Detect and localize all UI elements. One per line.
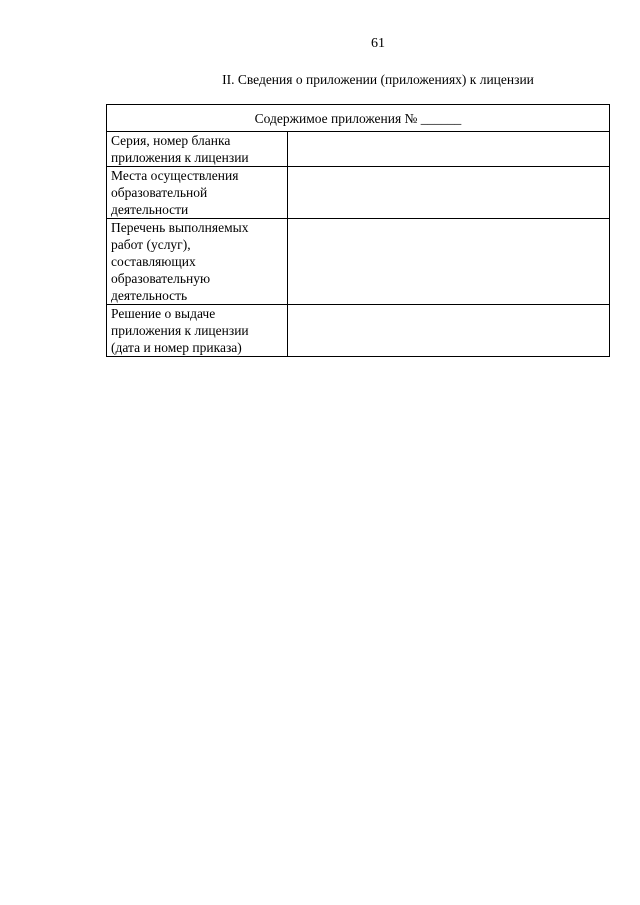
row-value-decision <box>288 305 610 357</box>
row-label-works-list <box>107 219 288 305</box>
row-label-decision <box>107 305 288 357</box>
page-number: 61 <box>371 36 385 51</box>
table-header-row <box>107 105 610 132</box>
row-label-text: Перечень выполняемых работ (услуг), составляющих образовательную деятельность <box>111 220 249 303</box>
row-value-series-number <box>288 132 610 167</box>
table-row <box>107 132 610 167</box>
row-value-works-list <box>288 219 610 305</box>
row-label-text: Серия, номер бланка приложения к лицензии <box>111 133 249 165</box>
section-title: II. Сведения о приложении (приложениях) к лицензии <box>222 72 534 87</box>
appendix-info-table <box>106 104 610 357</box>
row-label-activity-places <box>107 167 288 219</box>
row-label-text: Места осуществления образовательной деятельности <box>111 168 239 217</box>
row-label-series-number <box>107 132 288 167</box>
row-label-text: Решение о выдаче приложения к лицензии (дата и номер приказа) <box>111 306 249 355</box>
table-row <box>107 219 610 305</box>
table-row <box>107 167 610 219</box>
table-header: Содержимое приложения № ______ <box>107 105 610 132</box>
table-row <box>107 305 610 357</box>
row-value-activity-places <box>288 167 610 219</box>
